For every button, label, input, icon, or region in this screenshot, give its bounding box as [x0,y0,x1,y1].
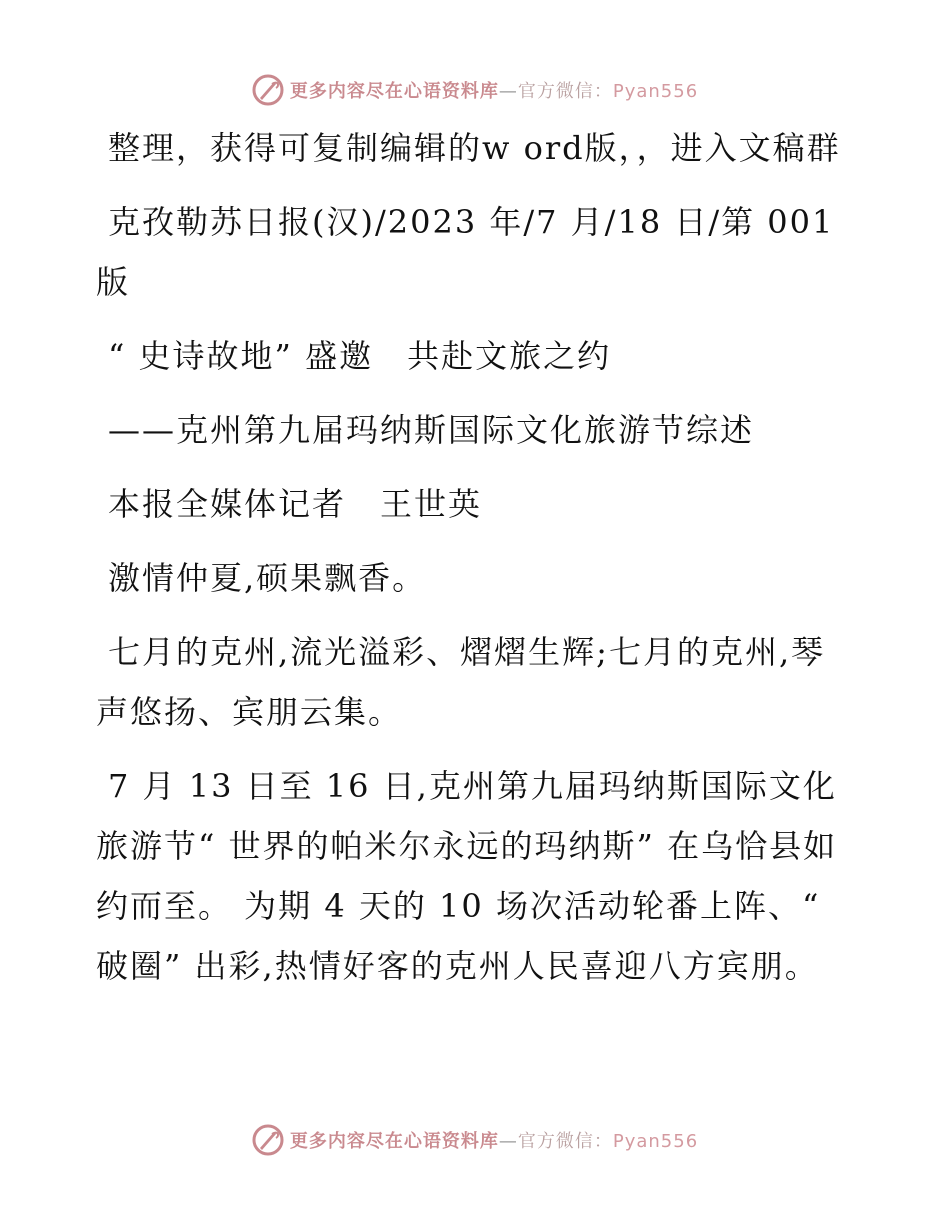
watermark-text [290,1127,698,1153]
quill-logo-icon [252,74,284,106]
watermark-wechat-label: 官方微信： [517,81,613,102]
watermark-text [290,77,698,103]
body-paragraph: 7 月 13 日至 16 日,克州第九届玛纳斯国际文化旅游节“ 世界的帕米尔永远的玛纳斯” 在乌恰县如约而至。 为期 4 天的 10 场次活动轮番上阵、“ 破圈” 出彩,热情好客的克州人民喜迎八方宾朋。 [96,767,838,985]
watermark-separator: — [498,1131,518,1152]
document-body [96,118,848,1010]
article-title: “ 史诗故地” 盛邀 共赴文旅之约 [108,337,612,375]
watermark-wechat-label: 官方微信： [517,1131,613,1152]
footer-watermark [0,1122,950,1158]
article-subtitle: ——克州第九届玛纳斯国际文化旅游节综述 [108,411,755,449]
quill-logo-icon [252,1124,284,1156]
watermark-main: 更多内容尽在心语资料库 [289,81,499,102]
byline: 本报全媒体记者 王世英 [108,485,483,523]
intro-note: 整理，获得可复制编辑的w ord版，，进入文稿群 [108,129,841,167]
publication-info: 克孜勒苏日报(汉)/2023 年/7 月/18 日/第 001 版 [96,203,835,301]
header-watermark [0,72,950,108]
watermark-main: 更多内容尽在心语资料库 [289,1131,499,1152]
watermark-account: Pyan556 [612,1131,699,1152]
lead-sentence: 激情仲夏,硕果飘香。 [108,559,427,597]
watermark-separator: — [498,81,518,102]
watermark-account: Pyan556 [612,81,699,102]
body-paragraph: 七月的克州,流光溢彩、熠熠生辉;七月的克州,琴声悠扬、宾朋云集。 [96,633,826,731]
